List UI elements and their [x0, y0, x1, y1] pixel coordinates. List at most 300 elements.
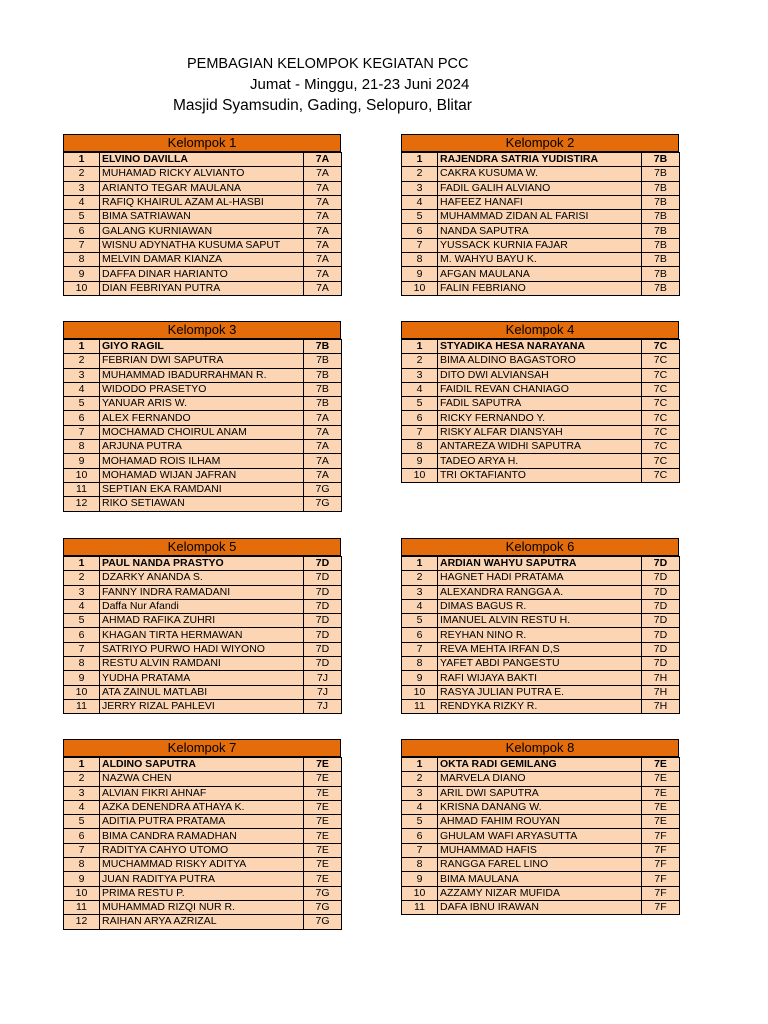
- member-row: [64, 557, 342, 571]
- member-row: [64, 354, 342, 368]
- member-number: 1: [64, 340, 100, 354]
- member-class: 7F: [642, 900, 680, 914]
- member-row: [402, 571, 680, 585]
- member-row: [64, 800, 342, 814]
- member-name: FALIN FEBRIANO: [438, 281, 642, 295]
- member-number: 8: [402, 440, 438, 454]
- group-title: Kelompok 3: [63, 321, 341, 339]
- member-number: 3: [402, 368, 438, 382]
- member-name: WIDODO PRASETYO: [100, 382, 304, 396]
- member-name: PRIMA RESTU P.: [100, 886, 304, 900]
- member-class: 7E: [304, 786, 342, 800]
- member-row: [64, 642, 342, 656]
- member-name: MELVIN DAMAR KIANZA: [100, 253, 304, 267]
- member-class: 7A: [304, 425, 342, 439]
- member-number: 10: [64, 281, 100, 295]
- group-2: [401, 134, 679, 296]
- member-number: 1: [64, 557, 100, 571]
- member-row: [402, 685, 680, 699]
- member-class: 7E: [304, 772, 342, 786]
- member-number: 2: [402, 167, 438, 181]
- member-row: [402, 800, 680, 814]
- member-row: [64, 281, 342, 295]
- member-number: 9: [402, 872, 438, 886]
- member-class: 7B: [642, 195, 680, 209]
- member-class: 7C: [642, 368, 680, 382]
- member-number: 11: [64, 699, 100, 713]
- member-name: RADITYA CAHYO UTOMO: [100, 843, 304, 857]
- member-number: 9: [64, 267, 100, 281]
- member-row: [402, 758, 680, 772]
- member-class: 7B: [642, 253, 680, 267]
- member-name: STYADIKA HESA NARAYANA: [438, 340, 642, 354]
- member-row: [64, 685, 342, 699]
- member-name: AZKA DENENDRA ATHAYA K.: [100, 800, 304, 814]
- member-row: [64, 772, 342, 786]
- member-row: [402, 657, 680, 671]
- member-row: [402, 153, 680, 167]
- member-name: RAFIQ KHAIRUL AZAM AL-HASBI: [100, 195, 304, 209]
- member-number: 2: [64, 354, 100, 368]
- member-number: 5: [402, 815, 438, 829]
- member-class: 7E: [642, 815, 680, 829]
- member-number: 1: [64, 758, 100, 772]
- event-date: Jumat - Minggu, 21-23 Juni 2024: [250, 76, 470, 93]
- member-row: [64, 571, 342, 585]
- member-row: [402, 267, 680, 281]
- members-table: [63, 339, 342, 512]
- member-name: GALANG KURNIAWAN: [100, 224, 304, 238]
- group-title: Kelompok 1: [63, 134, 341, 152]
- member-class: 7B: [304, 382, 342, 396]
- member-name: ALVIAN FIKRI AHNAF: [100, 786, 304, 800]
- member-class: 7D: [304, 628, 342, 642]
- member-row: [64, 872, 342, 886]
- member-row: [402, 671, 680, 685]
- member-number: 9: [64, 454, 100, 468]
- member-number: 10: [402, 886, 438, 900]
- member-row: [402, 382, 680, 396]
- member-number: 3: [402, 181, 438, 195]
- member-class: 7H: [642, 699, 680, 713]
- member-name: MARVELA DIANO: [438, 772, 642, 786]
- member-name: RASYA JULIAN PUTRA E.: [438, 685, 642, 699]
- member-name: HAFEEZ HANAFI: [438, 195, 642, 209]
- member-name: ALEX FERNANDO: [100, 411, 304, 425]
- member-class: 7G: [304, 886, 342, 900]
- members-table: [63, 556, 342, 714]
- member-class: 7B: [304, 368, 342, 382]
- member-number: 2: [402, 354, 438, 368]
- member-name: ALDINO SAPUTRA: [100, 758, 304, 772]
- member-name: ARDIAN WAHYU SAPUTRA: [438, 557, 642, 571]
- member-row: [64, 224, 342, 238]
- members-table: [401, 556, 680, 714]
- member-class: 7A: [304, 253, 342, 267]
- member-number: 1: [402, 557, 438, 571]
- member-class: 7F: [642, 843, 680, 857]
- member-name: KHAGAN TIRTA HERMAWAN: [100, 628, 304, 642]
- member-name: ELVINO DAVILLA: [100, 153, 304, 167]
- member-row: [402, 354, 680, 368]
- member-class: 7E: [642, 758, 680, 772]
- member-number: 8: [64, 253, 100, 267]
- member-row: [402, 628, 680, 642]
- member-name: ALEXANDRA RANGGA A.: [438, 585, 642, 599]
- member-number: 8: [402, 253, 438, 267]
- member-row: [64, 657, 342, 671]
- member-number: 4: [402, 382, 438, 396]
- member-name: YUSSACK KURNIA FAJAR: [438, 238, 642, 252]
- member-row: [402, 468, 680, 482]
- member-number: 4: [64, 382, 100, 396]
- member-name: PAUL NANDA PRASTYO: [100, 557, 304, 571]
- member-class: 7A: [304, 281, 342, 295]
- member-row: [402, 397, 680, 411]
- member-name: RESTU ALVIN RAMDANI: [100, 657, 304, 671]
- member-name: JERRY RIZAL PAHLEVI: [100, 699, 304, 713]
- member-class: 7D: [642, 642, 680, 656]
- member-number: 12: [64, 497, 100, 511]
- member-number: 5: [64, 397, 100, 411]
- member-name: FEBRIAN DWI SAPUTRA: [100, 354, 304, 368]
- member-number: 1: [64, 153, 100, 167]
- member-number: 10: [402, 281, 438, 295]
- member-row: [64, 267, 342, 281]
- member-number: 3: [64, 181, 100, 195]
- member-number: 9: [402, 454, 438, 468]
- member-number: 5: [64, 614, 100, 628]
- member-name: SEPTIAN EKA RAMDANI: [100, 482, 304, 496]
- member-row: [64, 210, 342, 224]
- member-class: 7B: [642, 238, 680, 252]
- member-name: MOHAMAD WIJAN JAFRAN: [100, 468, 304, 482]
- member-name: RANGGA FAREL LINO: [438, 858, 642, 872]
- member-number: 10: [64, 886, 100, 900]
- member-class: 7F: [642, 872, 680, 886]
- member-number: 1: [402, 340, 438, 354]
- member-row: [402, 195, 680, 209]
- member-number: 5: [402, 210, 438, 224]
- member-class: 7E: [642, 800, 680, 814]
- member-number: 9: [402, 267, 438, 281]
- member-row: [402, 368, 680, 382]
- member-row: [64, 195, 342, 209]
- member-number: 5: [402, 397, 438, 411]
- member-name: FADIL SAPUTRA: [438, 397, 642, 411]
- member-class: 7E: [304, 758, 342, 772]
- member-number: 6: [64, 829, 100, 843]
- member-name: BIMA CANDRA RAMADHAN: [100, 829, 304, 843]
- member-class: 7B: [642, 167, 680, 181]
- member-class: 7A: [304, 210, 342, 224]
- member-number: 11: [64, 900, 100, 914]
- member-class: 7C: [642, 425, 680, 439]
- member-row: [64, 843, 342, 857]
- member-class: 7G: [304, 497, 342, 511]
- member-number: 6: [64, 224, 100, 238]
- member-number: 6: [402, 411, 438, 425]
- member-number: 7: [64, 642, 100, 656]
- members-table: [63, 152, 342, 296]
- member-class: 7E: [642, 772, 680, 786]
- member-name: REVA MEHTA IRFAN D,S: [438, 642, 642, 656]
- member-name: MOCHAMAD CHOIRUL ANAM: [100, 425, 304, 439]
- member-row: [64, 628, 342, 642]
- member-row: [64, 382, 342, 396]
- member-class: 7A: [304, 224, 342, 238]
- member-number: 1: [402, 758, 438, 772]
- member-row: [402, 181, 680, 195]
- member-name: DITO DWI ALVIANSAH: [438, 368, 642, 382]
- member-name: DIMAS BAGUS R.: [438, 599, 642, 613]
- member-row: [402, 772, 680, 786]
- member-name: DAFFA DINAR HARIANTO: [100, 267, 304, 281]
- member-number: 3: [402, 786, 438, 800]
- member-class: 7D: [304, 585, 342, 599]
- member-row: [402, 886, 680, 900]
- member-class: 7A: [304, 267, 342, 281]
- member-row: [64, 468, 342, 482]
- member-number: 2: [64, 772, 100, 786]
- member-class: 7G: [304, 915, 342, 929]
- member-class: 7C: [642, 411, 680, 425]
- member-number: 8: [64, 657, 100, 671]
- member-row: [402, 843, 680, 857]
- member-name: RAIHAN ARYA AZRIZAL: [100, 915, 304, 929]
- member-class: 7E: [304, 829, 342, 843]
- member-name: MOHAMAD ROIS ILHAM: [100, 454, 304, 468]
- member-class: 7B: [642, 281, 680, 295]
- member-row: [402, 224, 680, 238]
- member-name: RICKY FERNANDO Y.: [438, 411, 642, 425]
- member-class: 7A: [304, 195, 342, 209]
- member-class: 7D: [304, 571, 342, 585]
- member-number: 2: [64, 167, 100, 181]
- member-number: 8: [64, 440, 100, 454]
- member-number: 6: [402, 224, 438, 238]
- member-row: [64, 153, 342, 167]
- member-name: AHMAD FAHIM ROUYAN: [438, 815, 642, 829]
- member-class: 7A: [304, 153, 342, 167]
- member-class: 7D: [304, 657, 342, 671]
- member-number: 7: [402, 238, 438, 252]
- member-class: 7J: [304, 685, 342, 699]
- group-6: [401, 538, 679, 714]
- member-row: [402, 411, 680, 425]
- member-name: GIYO RAGIL: [100, 340, 304, 354]
- member-name: RAFI WIJAYA BAKTI: [438, 671, 642, 685]
- member-class: 7H: [642, 671, 680, 685]
- event-location: Masjid Syamsudin, Gading, Selopuro, Blitar: [173, 97, 472, 114]
- group-4: [401, 321, 679, 483]
- member-class: 7A: [304, 238, 342, 252]
- member-row: [402, 440, 680, 454]
- group-3: [63, 321, 341, 512]
- member-row: [402, 858, 680, 872]
- members-table: [401, 757, 680, 915]
- member-name: RIKO SETIAWAN: [100, 497, 304, 511]
- member-name: ARIANTO TEGAR MAULANA: [100, 181, 304, 195]
- member-row: [402, 699, 680, 713]
- member-name: REYHAN NINO R.: [438, 628, 642, 642]
- group-8: [401, 739, 679, 915]
- member-number: 11: [402, 699, 438, 713]
- group-title: Kelompok 8: [401, 739, 679, 757]
- member-row: [64, 397, 342, 411]
- member-class: 7B: [642, 181, 680, 195]
- member-name: YUDHA PRATAMA: [100, 671, 304, 685]
- member-class: 7G: [304, 482, 342, 496]
- member-number: 1: [402, 153, 438, 167]
- group-title: Kelompok 5: [63, 538, 341, 556]
- group-1: [63, 134, 341, 296]
- member-number: 7: [64, 425, 100, 439]
- member-row: [402, 900, 680, 914]
- member-class: 7D: [642, 614, 680, 628]
- member-name: JUAN RADITYA PUTRA: [100, 872, 304, 886]
- members-table: [63, 757, 342, 930]
- member-name: DIAN FEBRIYAN PUTRA: [100, 281, 304, 295]
- member-row: [402, 281, 680, 295]
- member-row: [64, 238, 342, 252]
- member-name: MUHAMMAD ZIDAN AL FARISI: [438, 210, 642, 224]
- member-number: 10: [64, 685, 100, 699]
- member-row: [402, 585, 680, 599]
- member-row: [402, 599, 680, 613]
- member-row: [64, 253, 342, 267]
- member-row: [64, 411, 342, 425]
- group-title: Kelompok 2: [401, 134, 679, 152]
- member-row: [64, 829, 342, 843]
- member-class: 7E: [304, 800, 342, 814]
- member-class: 7D: [642, 585, 680, 599]
- member-name: NANDA SAPUTRA: [438, 224, 642, 238]
- member-row: [64, 886, 342, 900]
- member-class: 7A: [304, 454, 342, 468]
- member-name: TRI OKTAFIANTO: [438, 468, 642, 482]
- member-name: MUHAMMAD HAFIS: [438, 843, 642, 857]
- member-number: 10: [402, 685, 438, 699]
- group-7: [63, 739, 341, 930]
- member-row: [64, 482, 342, 496]
- member-class: 7C: [642, 340, 680, 354]
- member-name: BIMA ALDINO BAGASTORO: [438, 354, 642, 368]
- member-name: MUCHAMMAD RISKY ADITYA: [100, 858, 304, 872]
- member-number: 11: [64, 482, 100, 496]
- member-class: 7E: [304, 858, 342, 872]
- member-class: 7C: [642, 440, 680, 454]
- member-class: 7E: [304, 815, 342, 829]
- member-name: FANNY INDRA RAMADANI: [100, 585, 304, 599]
- member-row: [64, 900, 342, 914]
- member-row: [64, 815, 342, 829]
- member-class: 7E: [304, 843, 342, 857]
- member-name: OKTA RADI GEMILANG: [438, 758, 642, 772]
- member-name: YAFET ABDI PANGESTU: [438, 657, 642, 671]
- member-row: [402, 614, 680, 628]
- member-name: DAFA IBNU IRAWAN: [438, 900, 642, 914]
- member-class: 7C: [642, 354, 680, 368]
- member-class: 7A: [304, 181, 342, 195]
- group-title: Kelompok 4: [401, 321, 679, 339]
- member-class: 7C: [642, 454, 680, 468]
- member-name: BIMA SATRIAWAN: [100, 210, 304, 224]
- member-name: RAJENDRA SATRIA YUDISTIRA: [438, 153, 642, 167]
- member-row: [64, 167, 342, 181]
- member-class: 7G: [304, 900, 342, 914]
- member-row: [64, 758, 342, 772]
- member-number: 4: [64, 195, 100, 209]
- member-row: [402, 425, 680, 439]
- member-class: 7D: [304, 557, 342, 571]
- member-name: HAGNET HADI PRATAMA: [438, 571, 642, 585]
- member-number: 7: [402, 843, 438, 857]
- member-name: DZARKY ANANDA S.: [100, 571, 304, 585]
- member-row: [402, 253, 680, 267]
- member-row: [402, 454, 680, 468]
- member-number: 6: [64, 628, 100, 642]
- member-number: 7: [402, 642, 438, 656]
- member-name: KRISNA DANANG W.: [438, 800, 642, 814]
- member-class: 7A: [304, 167, 342, 181]
- member-class: 7F: [642, 858, 680, 872]
- member-name: BIMA MAULANA: [438, 872, 642, 886]
- member-name: M. WAHYU BAYU K.: [438, 253, 642, 267]
- member-name: SATRIYO PURWO HADI WIYONO: [100, 642, 304, 656]
- member-row: [402, 872, 680, 886]
- member-number: 6: [402, 829, 438, 843]
- member-row: [402, 557, 680, 571]
- member-number: 9: [402, 671, 438, 685]
- member-class: 7D: [642, 557, 680, 571]
- member-number: 5: [402, 614, 438, 628]
- member-number: 8: [402, 657, 438, 671]
- member-name: MUHAMMAD IBADURRAHMAN R.: [100, 368, 304, 382]
- member-class: 7E: [642, 786, 680, 800]
- member-row: [64, 440, 342, 454]
- member-name: AZZAMY NIZAR MUFIDA: [438, 886, 642, 900]
- member-row: [402, 786, 680, 800]
- member-class: 7D: [642, 657, 680, 671]
- document-title: PEMBAGIAN KELOMPOK KEGIATAN PCC: [187, 56, 469, 72]
- member-number: 10: [402, 468, 438, 482]
- member-name: GHULAM WAFI ARYASUTTA: [438, 829, 642, 843]
- member-number: 4: [402, 195, 438, 209]
- member-class: 7D: [642, 599, 680, 613]
- member-number: 6: [64, 411, 100, 425]
- member-name: ARIL DWI SAPUTRA: [438, 786, 642, 800]
- member-row: [64, 699, 342, 713]
- member-name: RENDYKA RIZKY R.: [438, 699, 642, 713]
- member-number: 5: [64, 815, 100, 829]
- member-number: 4: [64, 599, 100, 613]
- member-number: 3: [402, 585, 438, 599]
- member-name: MUHAMAD RICKY ALVIANTO: [100, 167, 304, 181]
- member-class: 7J: [304, 699, 342, 713]
- member-row: [64, 858, 342, 872]
- member-name: AHMAD RAFIKA ZUHRI: [100, 614, 304, 628]
- member-row: [64, 340, 342, 354]
- member-class: 7C: [642, 468, 680, 482]
- member-row: [64, 786, 342, 800]
- member-row: [64, 915, 342, 929]
- members-table: [401, 152, 680, 296]
- member-number: 11: [402, 900, 438, 914]
- member-number: 8: [64, 858, 100, 872]
- member-row: [64, 671, 342, 685]
- member-number: 6: [402, 628, 438, 642]
